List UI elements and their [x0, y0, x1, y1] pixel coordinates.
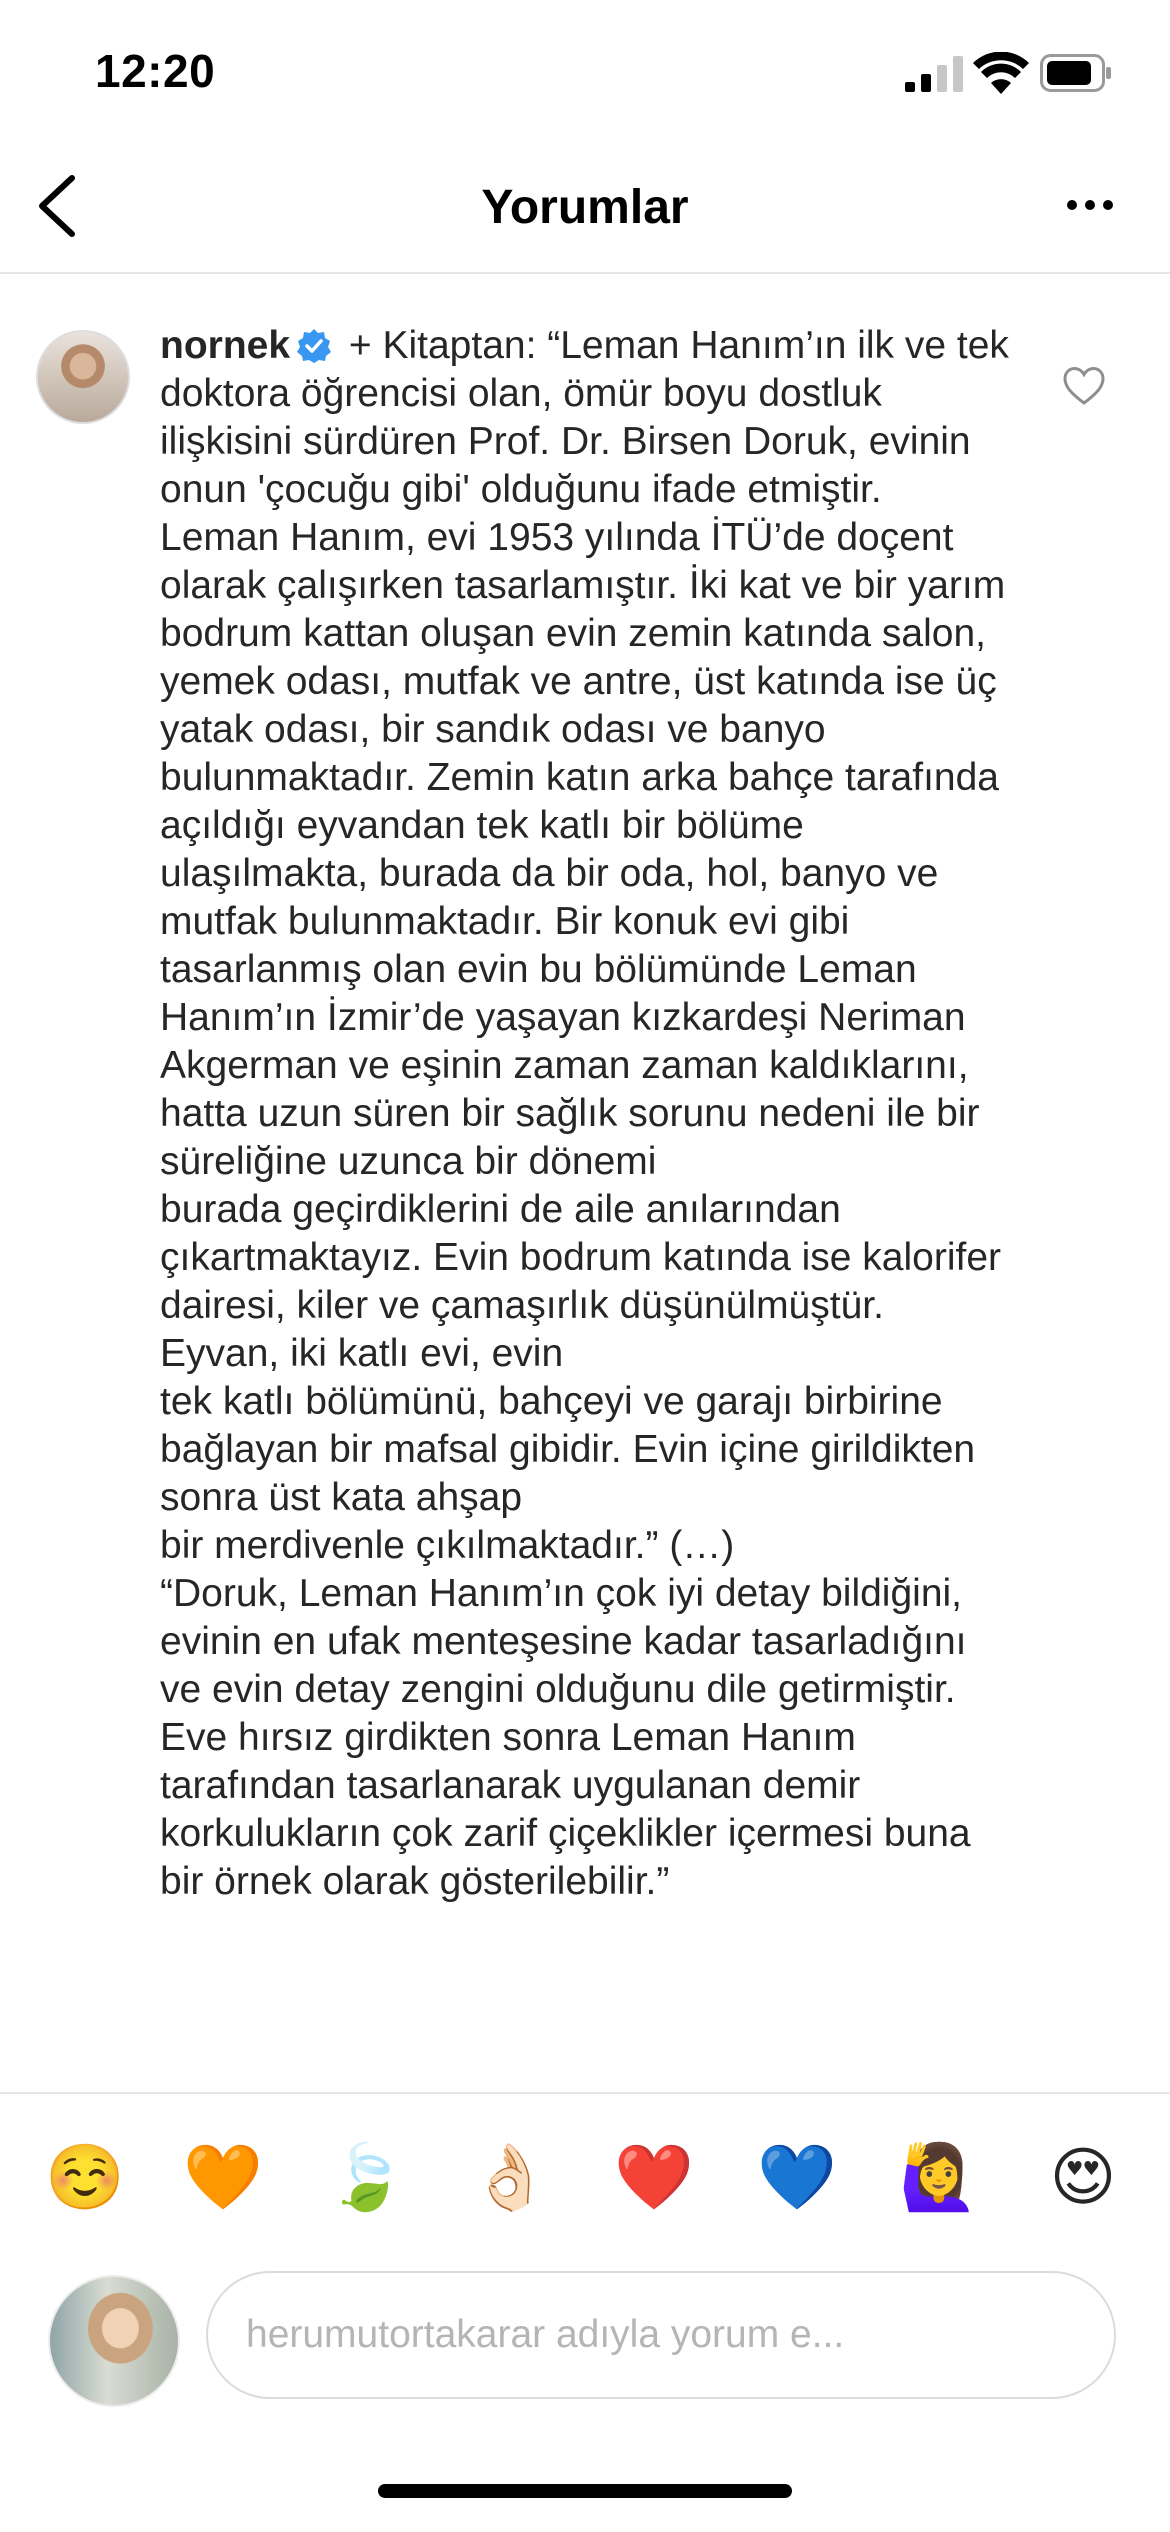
header	[0, 140, 1170, 274]
comment	[0, 272, 1170, 2092]
emoji-raising-hand[interactable]: 🙋‍♀️	[899, 2141, 979, 2215]
emoji-red-heart[interactable]: ❤️	[614, 2141, 694, 2215]
commenter-username[interactable]: nornek	[160, 324, 291, 367]
emoji-leaves[interactable]: 🍃	[326, 2141, 406, 2215]
like-heart-icon[interactable]	[1062, 366, 1106, 406]
comment-input[interactable]	[206, 2271, 1116, 2399]
page-title: Yorumlar	[481, 181, 689, 234]
emoji-orange-heart[interactable]: 🧡	[183, 2141, 263, 2215]
home-indicator[interactable]	[378, 2484, 792, 2498]
emoji-relaxed[interactable]: ☺️	[45, 2141, 125, 2215]
comment-paragraph: + Kitaptan: “Leman Hanım’ın ilk ve tek doktora öğrencisi olan, ömür boyu dostluk ilişkisini sürdüren Prof. Dr. Birsen Doruk, evinin onun 'çocuğu gibi' olduğunu ifade etmiştir. Leman Hanım, evi 1953 yılında İTÜ’de doçent olarak çalışırken tasarlamıştır. İki kat ve bir yarım bodrum kattan oluşan evin zemin katında salon, yemek odası, mutfak ve antre, üst katında ise üç yatak odası, bir sandık odası ve banyo bulunmaktadır. Zemin katın arka bahçe tarafında açıldığı eyvandan tek katlı bir bölüme ulaşılmakta, burada da bir oda, hol, banyo ve mutfak bulunmaktadır. Bir konuk evi gibi tasarlanmış olan evin bu bölümünde Leman Hanım’ın İzmir’de yaşayan kızkardeşi Neriman Akgerman ve eşinin zaman zaman kaldıklarını, hatta uzun süren bir sağlık sorunu nedeni ile bir süreliğine uzunca bir dönemi burada geçirdiklerini de aile anılarından çıkartmaktayız. Evin bodrum katında ise kalorifer dairesi, kiler ve çamaşırlık düşünülmüştür. Eyvan, iki katlı evi, evin tek katlı bölümünü, bahçeyi ve garajı birbirine bağlayan bir mafsal gibidir. Evin içine girildikten sonra üst kata ahşap bir merdivenle çıkılmaktadır.” (…)	[160, 324, 1009, 1567]
cellular-signal-icon	[905, 56, 963, 92]
emoji-blue-heart[interactable]: 💙	[757, 2141, 837, 2215]
commenter-avatar[interactable]	[36, 330, 130, 424]
emoji-ok-hand[interactable]: 👌🏻	[470, 2141, 550, 2215]
battery-icon	[1040, 54, 1112, 92]
comment-body	[160, 322, 1010, 1906]
comment-composer	[0, 2257, 1170, 2427]
emoji-heart-eyes[interactable]: 😍	[1049, 2141, 1117, 2215]
verified-badge-icon	[296, 328, 332, 364]
status-time: 12:20	[95, 45, 216, 97]
more-options-icon[interactable]	[1050, 180, 1130, 230]
status-bar	[0, 0, 1170, 140]
emoji-reaction-bar	[0, 2092, 1170, 2259]
wifi-icon	[973, 52, 1029, 94]
current-user-avatar	[48, 2275, 180, 2407]
comment-paragraph: “Doruk, Leman Hanım’ın çok iyi detay bildiğini, evinin en ufak menteşesine kadar tasarladığını ve evin detay zengini olduğunu dile getirmiştir. Eve hırsız girdikten sonra Leman Hanım tarafından tasarlanarak uygulanan demir korkulukların çok zarif çiçeklikler içermesi buna bir örnek olarak gösterilebilir.”	[160, 1572, 971, 1903]
